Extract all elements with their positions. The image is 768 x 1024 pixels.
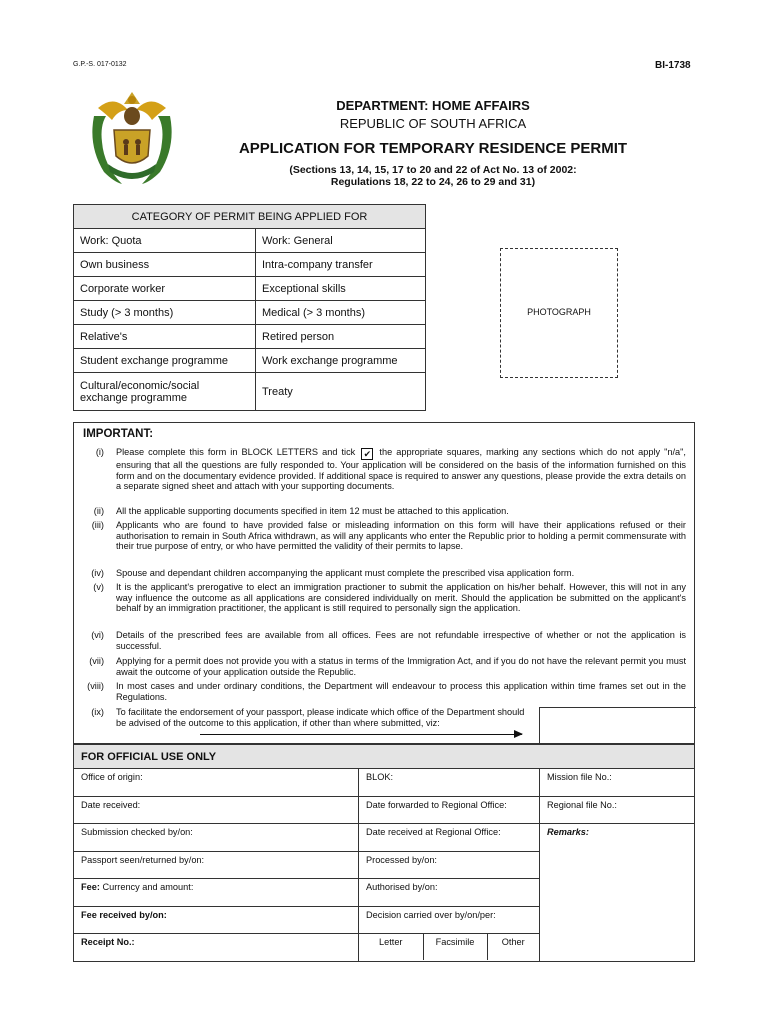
delivery-letter-option[interactable]: Letter <box>379 937 403 947</box>
passport-seen-field[interactable]: Passport seen/returned by/on: <box>74 851 359 879</box>
category-option[interactable]: Study (> 3 months) <box>74 301 256 325</box>
delivery-method-cell <box>359 934 540 962</box>
category-option[interactable]: Work exchange programme <box>256 349 426 373</box>
category-option[interactable]: Work: Quota <box>74 229 256 253</box>
processed-by-field[interactable]: Processed by/on: <box>359 851 540 879</box>
date-forwarded-field[interactable]: Date forwarded to Regional Office: <box>359 796 540 824</box>
receipt-number-field[interactable]: Receipt No.: <box>74 934 359 962</box>
mission-file-field[interactable]: Mission file No.: <box>540 769 695 797</box>
form-number: BI-1738 <box>655 60 691 71</box>
important-notes: IMPORTANT: (i) Please complete this form in BLOCK LETTERS and tick ✔ the appropriate squares, marking any sections which do not apply "n/a", ensuring that all the questions are fully responded to. Your application will be considered on the basis of the information furnished on this form and on the documentary evidence provided. If additional space is required to answer any questions, please provide the extra details on a separate signed sheet and attach with your supporting documents. (ii) All the applicable supporting documents specified in item 12 must be attached to this application. (iii) Applicants who are found to have provided false or misleading information on this form will have their applications refused or their authorisation to remain in South Africa withdrawn, as will any applicants who enter the Republic prior to holding a permit commensurate with their true purpose of entry, or who have permitted the validity of their permits to lapse. (iv) Spouse and dependant children accompanying the applicant must complete the prescribed visa application form. (v) It is the applicant's prerogative to elect an immigration practioner to submit the application on his/her behalf. However, this will not in any way influence the outcome as all applications are considered individually on merit. Should the application be submitted on the applicant's behalf by an immigration practitioner, the applicant is still required to personally sign the application. (vi) Details of the prescribed fees are available from all offices. Fees are not refundable irrespective of whether or not the application is successful. (vii) Applying for a permit does not provide you with a status in terms of the Immigration Act, and if you do not have the relevant permit you must await the outcome of your application outside the Republic. (viii) In most cases and under ordinary conditions, the Department will endeavour to process this application within time frames set out in the Regulations. (ix) To facilitate the endorsement of your passport, please indicate which office of the Department should be advised of the outcome to this application, if other than where submitted, viz: <box>73 422 695 744</box>
authorised-by-field[interactable]: Authorised by/on: <box>359 879 540 907</box>
decision-carried-over-field[interactable]: Decision carried over by/on/per: <box>359 906 540 934</box>
important-title: IMPORTANT: <box>83 428 154 440</box>
legal-reference: (Sections 13, 14, 15, 17 to 20 and 22 of Act No. 13 of 2002: Regulations 18, 22 to 24, 26 to 29 and 31) <box>289 164 577 188</box>
category-option[interactable]: Cultural/economic/social exchange programme <box>74 373 256 411</box>
photograph-label: PHOTOGRAPH <box>527 307 591 317</box>
arrow-right-icon <box>514 730 523 738</box>
category-option[interactable]: Own business <box>74 253 256 277</box>
category-option[interactable]: Student exchange programme <box>74 349 256 373</box>
remarks-field[interactable]: Remarks: <box>540 824 695 962</box>
delivery-facsimile-option[interactable]: Facsimile <box>423 934 487 960</box>
blok-field[interactable]: BLOK: <box>359 769 540 797</box>
date-received-field[interactable]: Date received: <box>74 796 359 824</box>
arrow-line <box>200 734 522 735</box>
office-of-origin-field[interactable]: Office of origin: <box>74 769 359 797</box>
permit-category-table <box>73 204 426 411</box>
category-option[interactable]: Relative's <box>74 325 256 349</box>
coat-of-arms-icon <box>84 86 180 190</box>
regional-file-field[interactable]: Regional file No.: <box>540 796 695 824</box>
republic-name: REPUBLIC OF SOUTH AFRICA <box>339 116 527 131</box>
category-option[interactable]: Intra-company transfer <box>256 253 426 277</box>
gps-code: G.P.-S. 017-0132 <box>73 61 127 68</box>
fee-field[interactable]: Fee: Currency and amount: <box>74 879 359 907</box>
fee-received-field[interactable]: Fee received by/on: <box>74 906 359 934</box>
department-name: DEPARTMENT: HOME AFFAIRS <box>336 98 530 113</box>
category-heading: CATEGORY OF PERMIT BEING APPLIED FOR <box>74 205 426 229</box>
category-option[interactable]: Exceptional skills <box>256 277 426 301</box>
category-option[interactable]: Corporate worker <box>74 277 256 301</box>
category-option[interactable]: Retired person <box>256 325 426 349</box>
category-option[interactable]: Work: General <box>256 229 426 253</box>
delivery-other-option[interactable]: Other <box>487 934 539 960</box>
category-option[interactable]: Medical (> 3 months) <box>256 301 426 325</box>
form-title: APPLICATION FOR TEMPORARY RESIDENCE PERMIT <box>238 140 628 157</box>
tick-checkbox-sample: ✔ <box>361 448 373 460</box>
submission-checked-field[interactable]: Submission checked by/on: <box>74 824 359 852</box>
date-received-regional-field[interactable]: Date received at Regional Office: <box>359 824 540 852</box>
advise-office-field[interactable] <box>539 707 696 745</box>
official-use-table <box>73 744 695 962</box>
official-use-heading: FOR OFFICIAL USE ONLY <box>74 745 695 769</box>
photograph-box <box>500 248 618 378</box>
category-option[interactable]: Treaty <box>256 373 426 411</box>
